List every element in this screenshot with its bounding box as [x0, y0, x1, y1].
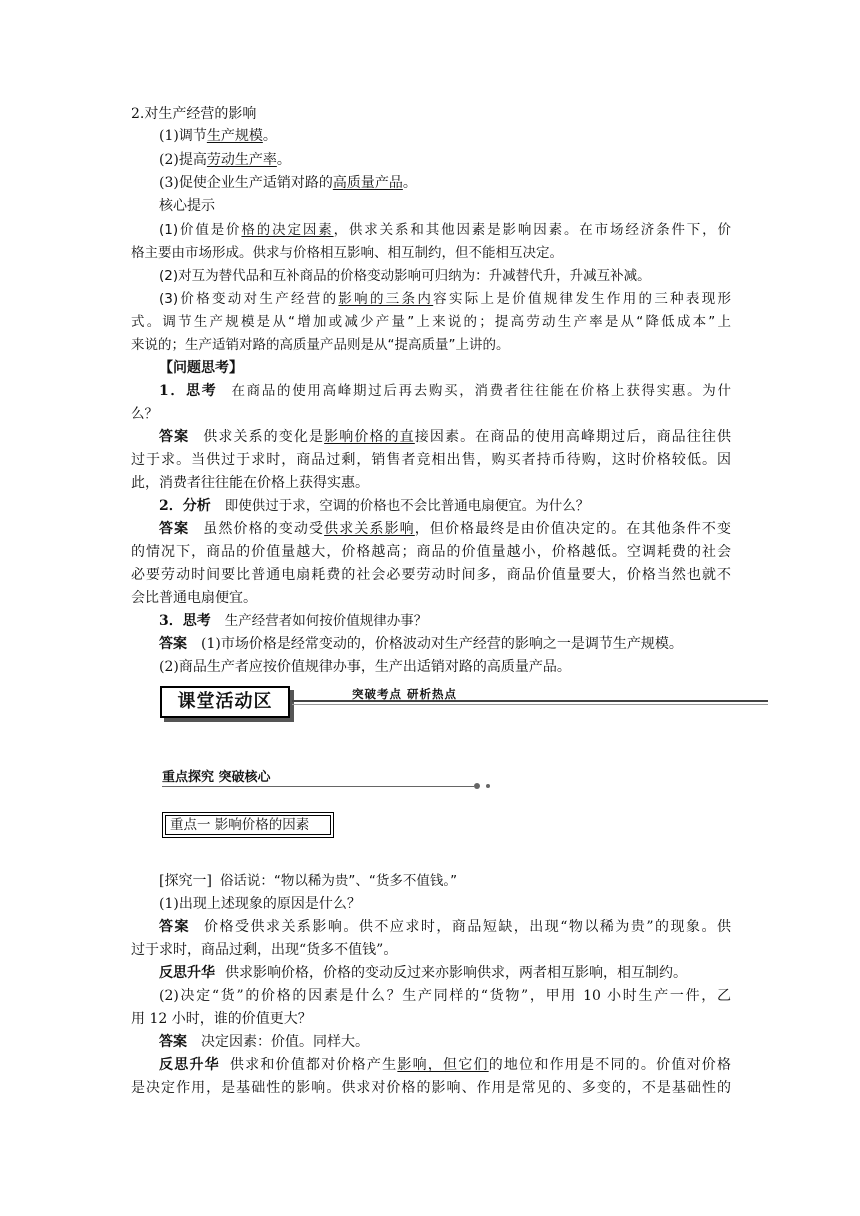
underlined-term: 高质量产品	[332, 175, 403, 191]
answer-line: (2)商品生产者应按价值规律办事，生产出适销对路的高质量产品。	[159, 659, 571, 675]
section-dot	[474, 783, 480, 789]
question-line: 1．思考 在商品的使用高峰期过后再去购买，消费者往往能在价格上获得实惠。为什	[159, 383, 731, 399]
classroom-banner	[158, 684, 770, 718]
reflect-line: 反思升华 供求和价值都对价格产生影响，但它们的地位和作用是不同的。价值对价格	[159, 1057, 732, 1073]
answer-line: 的情况下，商品的价值量越大，价格越高；商品的价值量越小，价格越低。空调耗费的社会	[131, 544, 731, 560]
answer-line: 此，消费者往往能在价格上获得实惠。	[131, 475, 369, 491]
explore-line: [探究一] 俗话说：“物以稀为贵”、“货多不值钱。”	[159, 873, 458, 889]
explore-label: [探究一]	[159, 873, 212, 889]
reflect-line: 反思升华 供求影响价格，价格的变动反过来亦影响供求，两者相互影响，相互制约。	[159, 965, 687, 981]
question-line: 么？	[131, 406, 158, 422]
answer-line: 答案 价格受供求关系影响。供不应求时，商品短缺，出现“物以稀为贵”的现象。供	[159, 919, 732, 935]
answer-line: 答案 (1)市场价格是经常变动的，价格波动对生产经营的影响之一是调节生产规模。	[159, 636, 683, 652]
banner-title: 课堂活动区	[177, 691, 273, 712]
answer-label: 答案	[159, 636, 187, 652]
underlined-term: 劳动生产率	[206, 152, 277, 168]
paragraph-line: (2)对互为替代品和互补商品的价格变动影响可归纳为：升减替代升，升减互补减。	[159, 268, 651, 284]
list-item: (2)提高劳动生产率。	[159, 152, 291, 168]
keypoint-title: 重点一 影响价格的因素	[165, 815, 331, 835]
section-heading	[162, 766, 492, 790]
answer-line: 会比普通电扇便宜。	[131, 590, 257, 606]
list-item: (1)调节生产规模。	[159, 128, 277, 144]
banner-subtitle: 突破考点 研析热点	[352, 687, 458, 701]
question-line: (2)决定“货”的价格的因素是什么？生产同样的“货物”，甲用 10 小时生产一件，乙	[159, 988, 731, 1004]
question-line: 用 12 小时，谁的价值更大？	[131, 1011, 312, 1027]
section-heading-text: 重点探究 突破核心	[162, 770, 271, 785]
reflect-label: 反思升华	[159, 965, 215, 981]
answer-line: 答案 决定因素：价值。同样大。	[159, 1034, 369, 1050]
answer-line: 过于求时，商品过剩，出现“货多不值钱”。	[131, 942, 398, 958]
tips-heading: 核心提示	[159, 198, 215, 214]
paragraph-line: (3)价格变动对生产经营的影响的三条内容实际上是价值规律发生作用的三种表现形	[159, 291, 732, 307]
paragraph-line: (1)价值是价格的决定因素，供求关系和其他因素是影响因素。在市场经济条件下，价	[159, 222, 732, 238]
answer-label: 答案	[159, 1034, 187, 1050]
banner-title-block	[160, 686, 290, 718]
keypoint-box	[162, 812, 334, 838]
answer-line: 答案 虽然价格的变动受供求关系影响，但价格最终是由价值决定的。在其他条件不变	[159, 521, 732, 537]
answer-line: 必要劳动时间要比普通电扇耗费的社会必要劳动时间多，商品价值量要大，价格当然也就不	[131, 567, 731, 583]
questions-heading: 【问题思考】	[159, 360, 243, 376]
question-line: (1)出现上述现象的原因是什么？	[159, 896, 361, 912]
paragraph-line: 来说的；生产适销对路的高质量产品则是从“提高质量”上讲的。	[131, 337, 510, 353]
answer-line: 过于求。当供过于求时，商品过剩，销售者竞相出售，购买者持币待购，这时价格较低。因	[131, 452, 731, 468]
answer-label: 答案	[159, 521, 190, 537]
answer-label: 答案	[159, 919, 190, 935]
banner-rule-thin	[292, 704, 768, 705]
section-title-text: 2.对生产经营的影响	[131, 106, 257, 122]
reflect-label: 反思升华	[159, 1057, 220, 1073]
question-line: 3．思考 生产经营者如何按价值规律办事？	[159, 613, 428, 629]
answer-line: 答案 供求关系的变化是影响价格的直接因素。在商品的使用高峰期过后，商品往往供	[159, 429, 732, 445]
paragraph-line: 格主要由市场形成。供求与价格相互影响、相互制约，但不能相互决定。	[131, 245, 563, 261]
list-item: (3)促使企业生产适销对路的高质量产品。	[159, 175, 417, 191]
answer-label: 答案	[159, 429, 190, 445]
paragraph-line: 式。调节生产规模是从“增加或减少产量”上来说的；提高劳动生产率是从“降低成本”上	[131, 314, 731, 330]
section-dot	[486, 784, 490, 788]
question-line: 2．分析 即使供过于求，空调的价格也不会比普通电扇便宜。为什么？	[159, 498, 590, 514]
reflect-line: 是决定作用，是基础性的影响。供求对价格的影响、作用是常见的、多变的，不是基础性的	[131, 1080, 731, 1096]
underlined-term: 生产规模	[206, 128, 263, 144]
section-rule	[162, 786, 474, 787]
section-title	[131, 103, 731, 125]
